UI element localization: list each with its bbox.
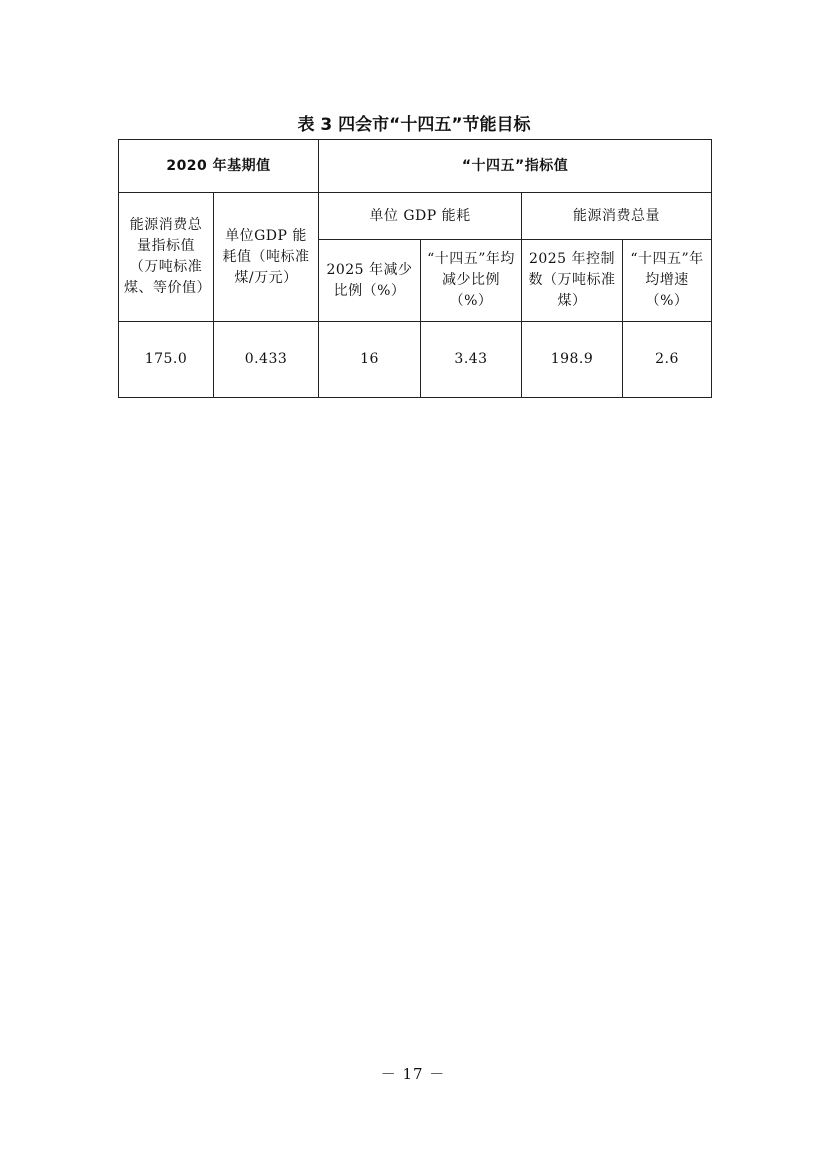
header-base-period: 2020 年基期值 [119,140,319,193]
header-annual-reduction: “十四五”年均减少比例（%） [421,240,522,322]
energy-target-table [118,139,712,398]
header-energy-total-index: 能源消费总量指标值（万吨标准煤、等价值） [119,193,214,322]
cell-reduction-2025: 16 [319,322,421,398]
header-target-values: “十四五”指标值 [319,140,712,193]
cell-gdp-intensity-2020: 0.433 [214,322,319,398]
header-gdp-energy-group: 单位 GDP 能耗 [319,193,522,240]
cell-annual-growth: 2.6 [623,322,712,398]
header-energy-total-group: 能源消费总量 [522,193,712,240]
header-reduction-2025: 2025 年减少比例（%） [319,240,421,322]
header-annual-growth: “十四五”年均增速（%） [623,240,712,322]
table-header-row-1 [119,140,712,193]
page-number: － 17 － [380,1065,446,1083]
table-caption: 表 3 四会市“十四五”节能目标 [297,115,531,135]
table-header-row-2 [119,193,712,240]
cell-energy-total-2020: 175.0 [119,322,214,398]
header-gdp-intensity-base: 单位GDP 能耗值（吨标准煤/万元） [214,193,319,322]
cell-annual-reduction: 3.43 [421,322,522,398]
header-control-2025: 2025 年控制数（万吨标准煤） [522,240,623,322]
cell-control-2025: 198.9 [522,322,623,398]
table-row [119,322,712,398]
